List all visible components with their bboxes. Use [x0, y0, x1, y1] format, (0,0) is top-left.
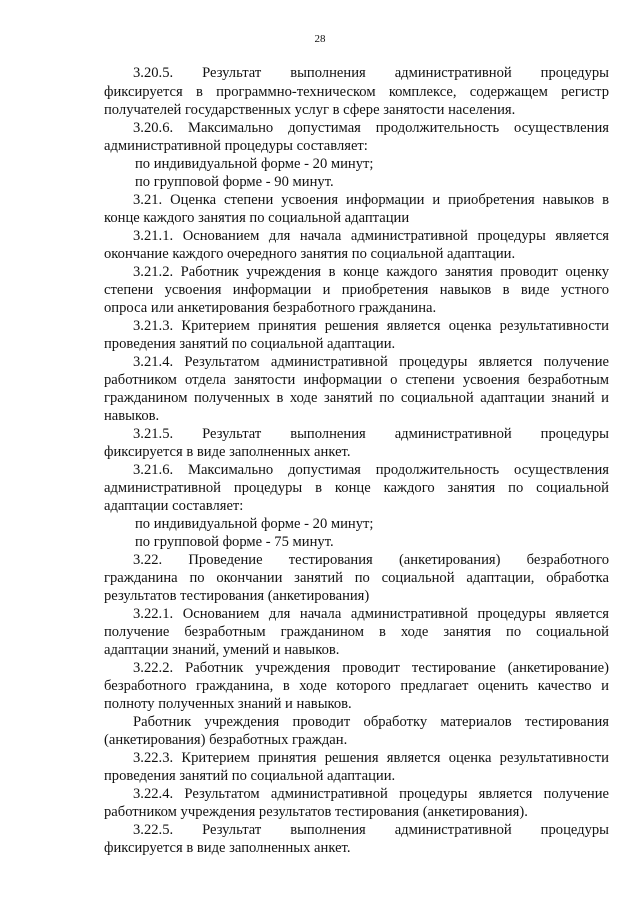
text-line: конце каждого занятия по социальной адаптации: [104, 210, 410, 226]
text-line: полноту полученных знаний и навыков.: [104, 696, 352, 712]
text-line: получение безработным гражданином в ходе занятия по социальной: [104, 624, 609, 640]
text-line: административной процедуры в конце каждого занятия по социальной: [104, 480, 609, 496]
text-line: 3.22. Проведение тестирования (анкетирования) безработного: [133, 552, 609, 568]
text-line: опроса или анкетирования безработного гражданина.: [104, 300, 437, 316]
text-line: административной процедуры составляет:: [104, 138, 368, 154]
text-line: Работник учреждения проводит обработку материалов тестирования: [133, 714, 609, 730]
text-line: 3.20.6. Максимально допустимая продолжительность осуществления: [133, 120, 609, 136]
text-line: 3.21.6. Максимально допустимая продолжительность осуществления: [133, 462, 609, 478]
text-line: проведения занятий по социальной адаптации.: [104, 768, 396, 784]
text-line: получателей государственных услуг в сфере занятости населения.: [104, 102, 516, 118]
text-line: степени усвоения информации и приобретения навыков в виде устного: [104, 282, 609, 298]
text-line: работником отдела занятости информации о степени усвоения безработным: [104, 372, 609, 388]
text-line: результатов тестирования (анкетирования): [104, 588, 370, 604]
text-line: адаптации знаний, умений и навыков.: [104, 642, 340, 658]
text-line: 3.22.1. Основанием для начала административной процедуры является: [133, 606, 609, 622]
text-line: работником учреждения результатов тестирования (анкетирования).: [104, 804, 528, 820]
text-line: гражданина по окончании занятий по социальной адаптации, обработка: [104, 570, 609, 586]
text-line: фиксируется в программно-техническом комплексе, содержащем регистр: [104, 84, 609, 100]
text-line: по групповой форме - 90 минут.: [135, 174, 334, 190]
text-line: адаптации составляет:: [104, 498, 244, 514]
text-line: по групповой форме - 75 минут.: [135, 534, 334, 550]
text-line: окончание каждого очередного занятия по социальной адаптации.: [104, 246, 516, 262]
text-line: 3.22.2. Работник учреждения проводит тестирование (анкетирование): [133, 660, 609, 676]
text-line: 3.21.2. Работник учреждения в конце каждого занятия проводит оценку: [133, 264, 609, 280]
text-line: навыков.: [104, 408, 160, 424]
text-line: фиксируется в виде заполненных анкет.: [104, 840, 351, 856]
text-line: 3.20.5. Результат выполнения административной процедуры: [133, 65, 609, 81]
text-line: 3.22.4. Результатом административной процедуры является получение: [133, 786, 609, 802]
text-line: (анкетирования) безработных граждан.: [104, 732, 348, 748]
text-line: 3.21.1. Основанием для начала административной процедуры является: [133, 228, 609, 244]
text-line: 3.21. Оценка степени усвоения информации и приобретения навыков в: [133, 192, 609, 208]
text-line: 3.21.3. Критерием принятия решения является оценка результативности: [133, 318, 609, 334]
text-line: безработного гражданина, в ходе которого предлагает оценить качество и: [104, 678, 609, 694]
text-line: фиксируется в виде заполненных анкет.: [104, 444, 351, 460]
text-line: по индивидуальной форме - 20 минут;: [135, 516, 374, 532]
text-line: 3.21.4. Результатом административной процедуры является получение: [133, 354, 609, 370]
text-line: 3.22.3. Критерием принятия решения является оценка результативности: [133, 750, 609, 766]
text-line: 3.21.5. Результат выполнения административной процедуры: [133, 426, 609, 442]
text-line: по индивидуальной форме - 20 минут;: [135, 156, 374, 172]
text-line: гражданином полученных в ходе занятий по социальной адаптации знаний и: [104, 390, 609, 406]
text-line: проведения занятий по социальной адаптации.: [104, 336, 396, 352]
text-line: 3.22.5. Результат выполнения административной процедуры: [133, 822, 609, 838]
page-number: 28: [314, 33, 326, 45]
